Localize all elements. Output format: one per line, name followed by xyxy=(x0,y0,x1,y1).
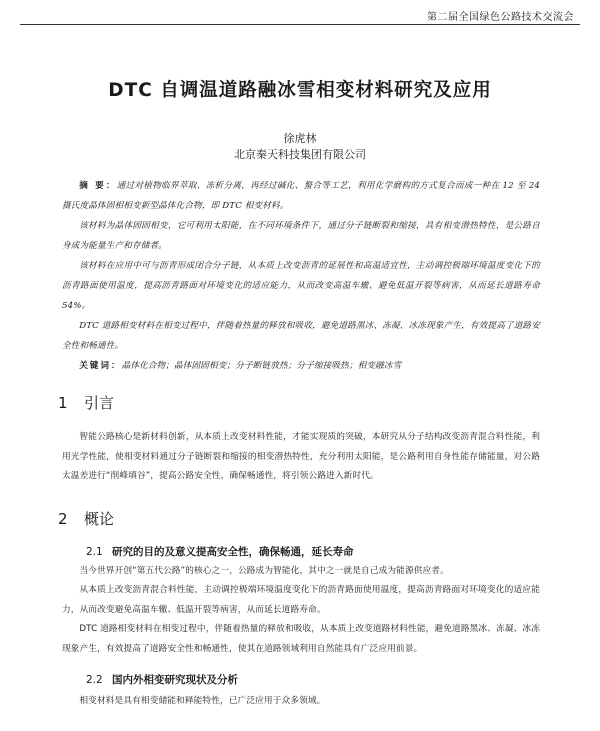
author-name: 徐虎林 xyxy=(283,132,317,145)
subsection-2-1-paragraph-1: 当今世界开创“第五代公路”的核心之一，公路成为智能化，其中之一就是自己成为能源供应者。 xyxy=(79,566,449,576)
abstract-paragraph-2: 该材料为晶体固固相变，它可利用太阳能，在不同环境条件下，通过分子链断裂和缩接，具有相变潜热特性，是公路自身成为能量生产和存储者。 xyxy=(62,221,540,251)
section-1-title: 引言 xyxy=(84,394,115,412)
author-affiliation: 北京秦天科技集团有限公司 xyxy=(234,148,366,161)
subsection-2-1-title: 研究的目的及意义提高安全性，确保畅通，延长寿命 xyxy=(112,546,354,558)
running-header-text: 第二届全国绿色公路技术交流会 xyxy=(427,12,574,23)
running-header xyxy=(20,6,580,25)
paper-title: DTC 自调温道路融冰雪相变材料研究及应用 xyxy=(108,80,492,101)
subsection-2-1-number: 2.1 xyxy=(86,546,103,558)
subsection-2-1-paragraph-2: 从本质上改变沥青混合料性能，主动调控极端环境温度变化下的沥青路面使用温度，提高沥青路面对环境变化的适应能力，从而改变避免高温车辙、低温开裂等病害，从而延长道路寿命。 xyxy=(62,585,540,615)
abstract-paragraph-4: DTC 道路相变材料在相变过程中，伴随着热量的释放和吸收，避免道路黑冰、冻凝、冰冻现象产生，有效提高了道路安全性和畅通性。 xyxy=(62,321,540,351)
section-1-number: 1 xyxy=(58,394,68,412)
abstract-paragraph-3: 该材料在应用中可与沥青形成闭合分子链，从本质上改变沥青的延展性和高温适宜性，主动调控极端环境温度变化下的沥青路面使用温度，提高沥青路面对环境变化的适应能力，从而改变高温车辙、避免低温开裂等病害，从而延长道路寿命 54%。 xyxy=(62,261,540,311)
subsection-2-1-paragraph-3: DTC 道路相变材料在相变过程中，伴随着热量的释放和吸收，从本质上改变道路材料性能，避免道路黑冰、冻凝、冰冻现象产生，有效提高了道路安全性和畅通性，使其在道路领域利用自然能具有广泛应用前景。 xyxy=(62,624,540,654)
subsection-2-2-number: 2.2 xyxy=(86,674,103,686)
section-2-number: 2 xyxy=(58,510,68,528)
section-1-paragraph: 智能公路核心是新材料创新，从本质上改变材料性能，才能实现质的突破，本研究从分子结构改变沥青混合料性能，利用光学性能，使相变材料通过分子链断裂和缩接的相变潜热特性，充分利用太阳能，是公路利用自身性能存储能量，对公路太温差进行“削峰填谷”，提高公路安全性，确保畅通性，将引领公路进入新时代。 xyxy=(62,432,540,481)
abstract-text-1: 通过对植物临界萃取、冻析分离，再经过碱化、螯合等工艺，利用化学磨构的方式复合而成一种在 12 至 24 摄氏度晶体固相相变新型晶体化合物，即 DTC 相变材料。 xyxy=(62,181,540,211)
subsection-2-1-heading xyxy=(86,544,354,559)
section-2-title: 概论 xyxy=(84,510,115,528)
keywords-text: 晶体化合物；晶体固固相变；分子断链放热；分子缩接吸热；相变融冰雪 xyxy=(121,361,402,371)
abstract-paragraph-1 xyxy=(62,176,540,216)
section-2-heading xyxy=(58,508,114,529)
abstract-label: 摘 要： xyxy=(79,181,117,191)
subsection-2-2-paragraph-1: 相变材料是具有相变储能和释能特性，已广泛应用于众多领域。 xyxy=(79,696,326,706)
keywords-label: 关键词： xyxy=(79,361,122,371)
keywords-line xyxy=(62,356,540,376)
subsection-2-2-title: 国内外相变研究现状及分析 xyxy=(112,674,238,686)
section-1-heading xyxy=(58,392,114,413)
subsection-2-2-heading xyxy=(86,672,238,687)
